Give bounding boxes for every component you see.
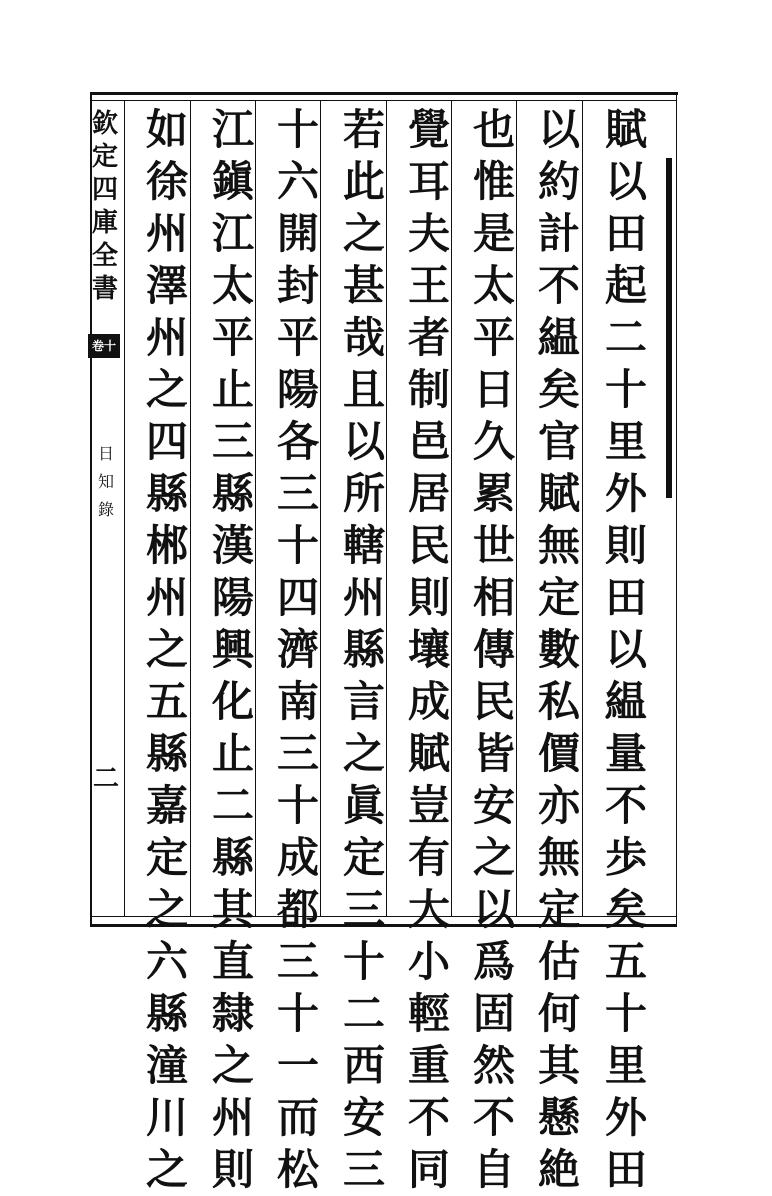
character: 外 — [604, 469, 647, 518]
character: 數 — [537, 625, 580, 674]
character: 爲 — [472, 937, 515, 986]
character: 成 — [407, 677, 450, 726]
character: 四 — [145, 417, 188, 466]
text-column-8 — [137, 104, 197, 1194]
character: 開 — [276, 209, 319, 258]
character: 傳 — [472, 625, 515, 674]
character: 不 — [472, 1093, 515, 1142]
character: 州 — [211, 1093, 254, 1142]
character: 相 — [472, 573, 515, 622]
character: 里 — [604, 417, 647, 466]
character: 之 — [472, 833, 515, 882]
character: 其 — [537, 1041, 580, 1090]
character: 此 — [342, 157, 385, 206]
character: 安 — [342, 1093, 385, 1142]
character: 十 — [276, 989, 319, 1038]
character: 四 — [92, 175, 119, 205]
character: 民 — [472, 677, 515, 726]
character: 不 — [537, 261, 580, 310]
character: 江 — [211, 209, 254, 258]
character: 估 — [537, 937, 580, 986]
character: 日 — [97, 444, 114, 463]
frame-top-border — [90, 92, 678, 95]
character: 十 — [604, 365, 647, 414]
character: 居 — [407, 469, 450, 518]
character: 則 — [604, 521, 647, 570]
character: 眞 — [342, 781, 385, 830]
character: 成 — [276, 833, 319, 882]
character: 哉 — [342, 313, 385, 362]
character: 全 — [92, 241, 119, 271]
character: 安 — [472, 781, 515, 830]
character: 久 — [472, 417, 515, 466]
character: 縣 — [342, 625, 385, 674]
character: 定 — [537, 885, 580, 934]
character: 江 — [211, 105, 254, 154]
character: 太 — [472, 261, 515, 310]
frame-right-border — [676, 92, 677, 927]
text-column-4 — [399, 104, 459, 1194]
frame-right-bar — [666, 158, 672, 498]
frame-top-inner-border — [90, 100, 676, 101]
character: 嘉 — [145, 781, 188, 830]
character: 夫 — [407, 209, 450, 258]
character: 縣 — [211, 469, 254, 518]
margin-title — [92, 108, 118, 306]
character: 者 — [407, 313, 450, 362]
character: 里 — [604, 1041, 647, 1090]
character: 賦 — [537, 469, 580, 518]
character: 欽 — [92, 109, 119, 139]
text-column-3 — [464, 104, 524, 1194]
character: 無 — [537, 521, 580, 570]
character: 豈 — [407, 781, 450, 830]
character: 私 — [537, 677, 580, 726]
character: 言 — [342, 677, 385, 726]
character: 十 — [342, 937, 385, 986]
character: 是 — [472, 209, 515, 258]
character: 二 — [604, 313, 647, 362]
character: 世 — [472, 521, 515, 570]
character: 州 — [145, 313, 188, 362]
character: 三 — [276, 729, 319, 778]
character: 懸 — [537, 1093, 580, 1142]
character: 亦 — [537, 781, 580, 830]
character: 重 — [407, 1041, 450, 1090]
character: 緼 — [537, 313, 580, 362]
character: 之 — [342, 209, 385, 258]
character: 各 — [276, 417, 319, 466]
character: 書 — [92, 274, 119, 304]
character: 有 — [407, 833, 450, 882]
character: 何 — [537, 989, 580, 1038]
character: 然 — [472, 1041, 515, 1090]
character: 三 — [342, 1145, 385, 1194]
margin-page-number: 二 — [92, 764, 119, 794]
character: 庫 — [92, 208, 119, 238]
character: 不 — [407, 1093, 450, 1142]
character: 制 — [407, 365, 450, 414]
character: 之 — [342, 729, 385, 778]
character: 六 — [145, 937, 188, 986]
character: 太 — [211, 261, 254, 310]
text-column-6 — [268, 104, 328, 1194]
character: 川 — [145, 1093, 188, 1142]
character: 鎭 — [211, 157, 254, 206]
character: 十 — [276, 781, 319, 830]
character: 三 — [276, 469, 319, 518]
character: 四 — [276, 573, 319, 622]
character: 田 — [604, 573, 647, 622]
character: 二 — [342, 989, 385, 1038]
character: 潼 — [145, 1041, 188, 1090]
character: 之 — [145, 1145, 188, 1194]
character: 封 — [276, 261, 319, 310]
character: 縣 — [145, 989, 188, 1038]
character: 緼 — [604, 677, 647, 726]
character: 一 — [276, 1041, 319, 1090]
character: 耳 — [407, 157, 450, 206]
character: 錄 — [97, 500, 114, 519]
character: 所 — [342, 469, 385, 518]
character: 之 — [145, 885, 188, 934]
character: 矣 — [537, 365, 580, 414]
character: 三 — [342, 885, 385, 934]
character: 止 — [211, 365, 254, 414]
character: 都 — [276, 885, 319, 934]
margin-volume-label: 卷十 — [88, 334, 120, 358]
character: 無 — [537, 833, 580, 882]
character: 以 — [342, 417, 385, 466]
character: 州 — [145, 209, 188, 258]
character: 日 — [472, 365, 515, 414]
character: 賦 — [604, 105, 647, 154]
character: 六 — [276, 157, 319, 206]
character: 若 — [342, 105, 385, 154]
character: 縣 — [211, 833, 254, 882]
character: 松 — [276, 1145, 319, 1194]
character: 邑 — [407, 417, 450, 466]
character: 州 — [145, 573, 188, 622]
character: 十 — [276, 105, 319, 154]
character: 固 — [472, 989, 515, 1038]
text-column-7 — [203, 104, 263, 1194]
character: 外 — [604, 1093, 647, 1142]
character: 賦 — [407, 729, 450, 778]
character: 自 — [472, 1145, 515, 1194]
character: 轄 — [342, 521, 385, 570]
character: 化 — [211, 677, 254, 726]
text-column-1 — [596, 104, 656, 1194]
character: 之 — [145, 625, 188, 674]
character: 民 — [407, 521, 450, 570]
character: 濟 — [276, 625, 319, 674]
character: 隸 — [211, 989, 254, 1038]
character: 小 — [407, 937, 450, 986]
character: 而 — [276, 1093, 319, 1142]
text-column-2 — [529, 104, 589, 1194]
character: 覺 — [407, 105, 450, 154]
text-column-5 — [334, 104, 394, 1194]
character: 且 — [342, 365, 385, 414]
character: 同 — [407, 1145, 450, 1194]
column-divider — [124, 100, 125, 916]
character: 之 — [145, 365, 188, 414]
character: 西 — [342, 1041, 385, 1090]
character: 歩 — [604, 833, 647, 882]
character: 五 — [145, 677, 188, 726]
character: 累 — [472, 469, 515, 518]
margin-book-title — [96, 440, 116, 524]
character: 之 — [211, 1041, 254, 1090]
character: 以 — [604, 157, 647, 206]
character: 定 — [537, 573, 580, 622]
character: 輕 — [407, 989, 450, 1038]
character: 平 — [211, 313, 254, 362]
character: 定 — [145, 833, 188, 882]
character: 南 — [276, 677, 319, 726]
character: 價 — [537, 729, 580, 778]
character: 則 — [211, 1145, 254, 1194]
character: 以 — [537, 105, 580, 154]
character: 矣 — [604, 885, 647, 934]
character: 十 — [276, 521, 319, 570]
character: 計 — [537, 209, 580, 258]
character: 不 — [604, 781, 647, 830]
character: 甚 — [342, 261, 385, 310]
character: 平 — [276, 313, 319, 362]
character: 量 — [604, 729, 647, 778]
character: 定 — [342, 833, 385, 882]
character: 二 — [211, 781, 254, 830]
character: 起 — [604, 261, 647, 310]
character: 如 — [145, 105, 188, 154]
character: 漢 — [211, 521, 254, 570]
character: 大 — [407, 885, 450, 934]
character: 三 — [276, 937, 319, 986]
character: 五 — [604, 937, 647, 986]
character: 惟 — [472, 157, 515, 206]
character: 皆 — [472, 729, 515, 778]
character: 州 — [342, 573, 385, 622]
character: 其 — [211, 885, 254, 934]
character: 平 — [472, 313, 515, 362]
character: 縣 — [145, 469, 188, 518]
character: 則 — [407, 573, 450, 622]
character: 以 — [604, 625, 647, 674]
character: 澤 — [145, 261, 188, 310]
character: 知 — [97, 472, 114, 491]
character: 約 — [537, 157, 580, 206]
character: 陽 — [276, 365, 319, 414]
character: 壤 — [407, 625, 450, 674]
character: 三 — [211, 417, 254, 466]
character: 止 — [211, 729, 254, 778]
character: 也 — [472, 105, 515, 154]
character: 以 — [472, 885, 515, 934]
character: 田 — [604, 209, 647, 258]
character: 郴 — [145, 521, 188, 570]
character: 官 — [537, 417, 580, 466]
character: 直 — [211, 937, 254, 986]
character: 徐 — [145, 157, 188, 206]
character: 縣 — [145, 729, 188, 778]
character: 絶 — [537, 1145, 580, 1194]
character: 定 — [92, 142, 119, 172]
character: 王 — [407, 261, 450, 310]
character: 十 — [604, 989, 647, 1038]
character: 田 — [604, 1145, 647, 1194]
character: 陽 — [211, 573, 254, 622]
character: 興 — [211, 625, 254, 674]
